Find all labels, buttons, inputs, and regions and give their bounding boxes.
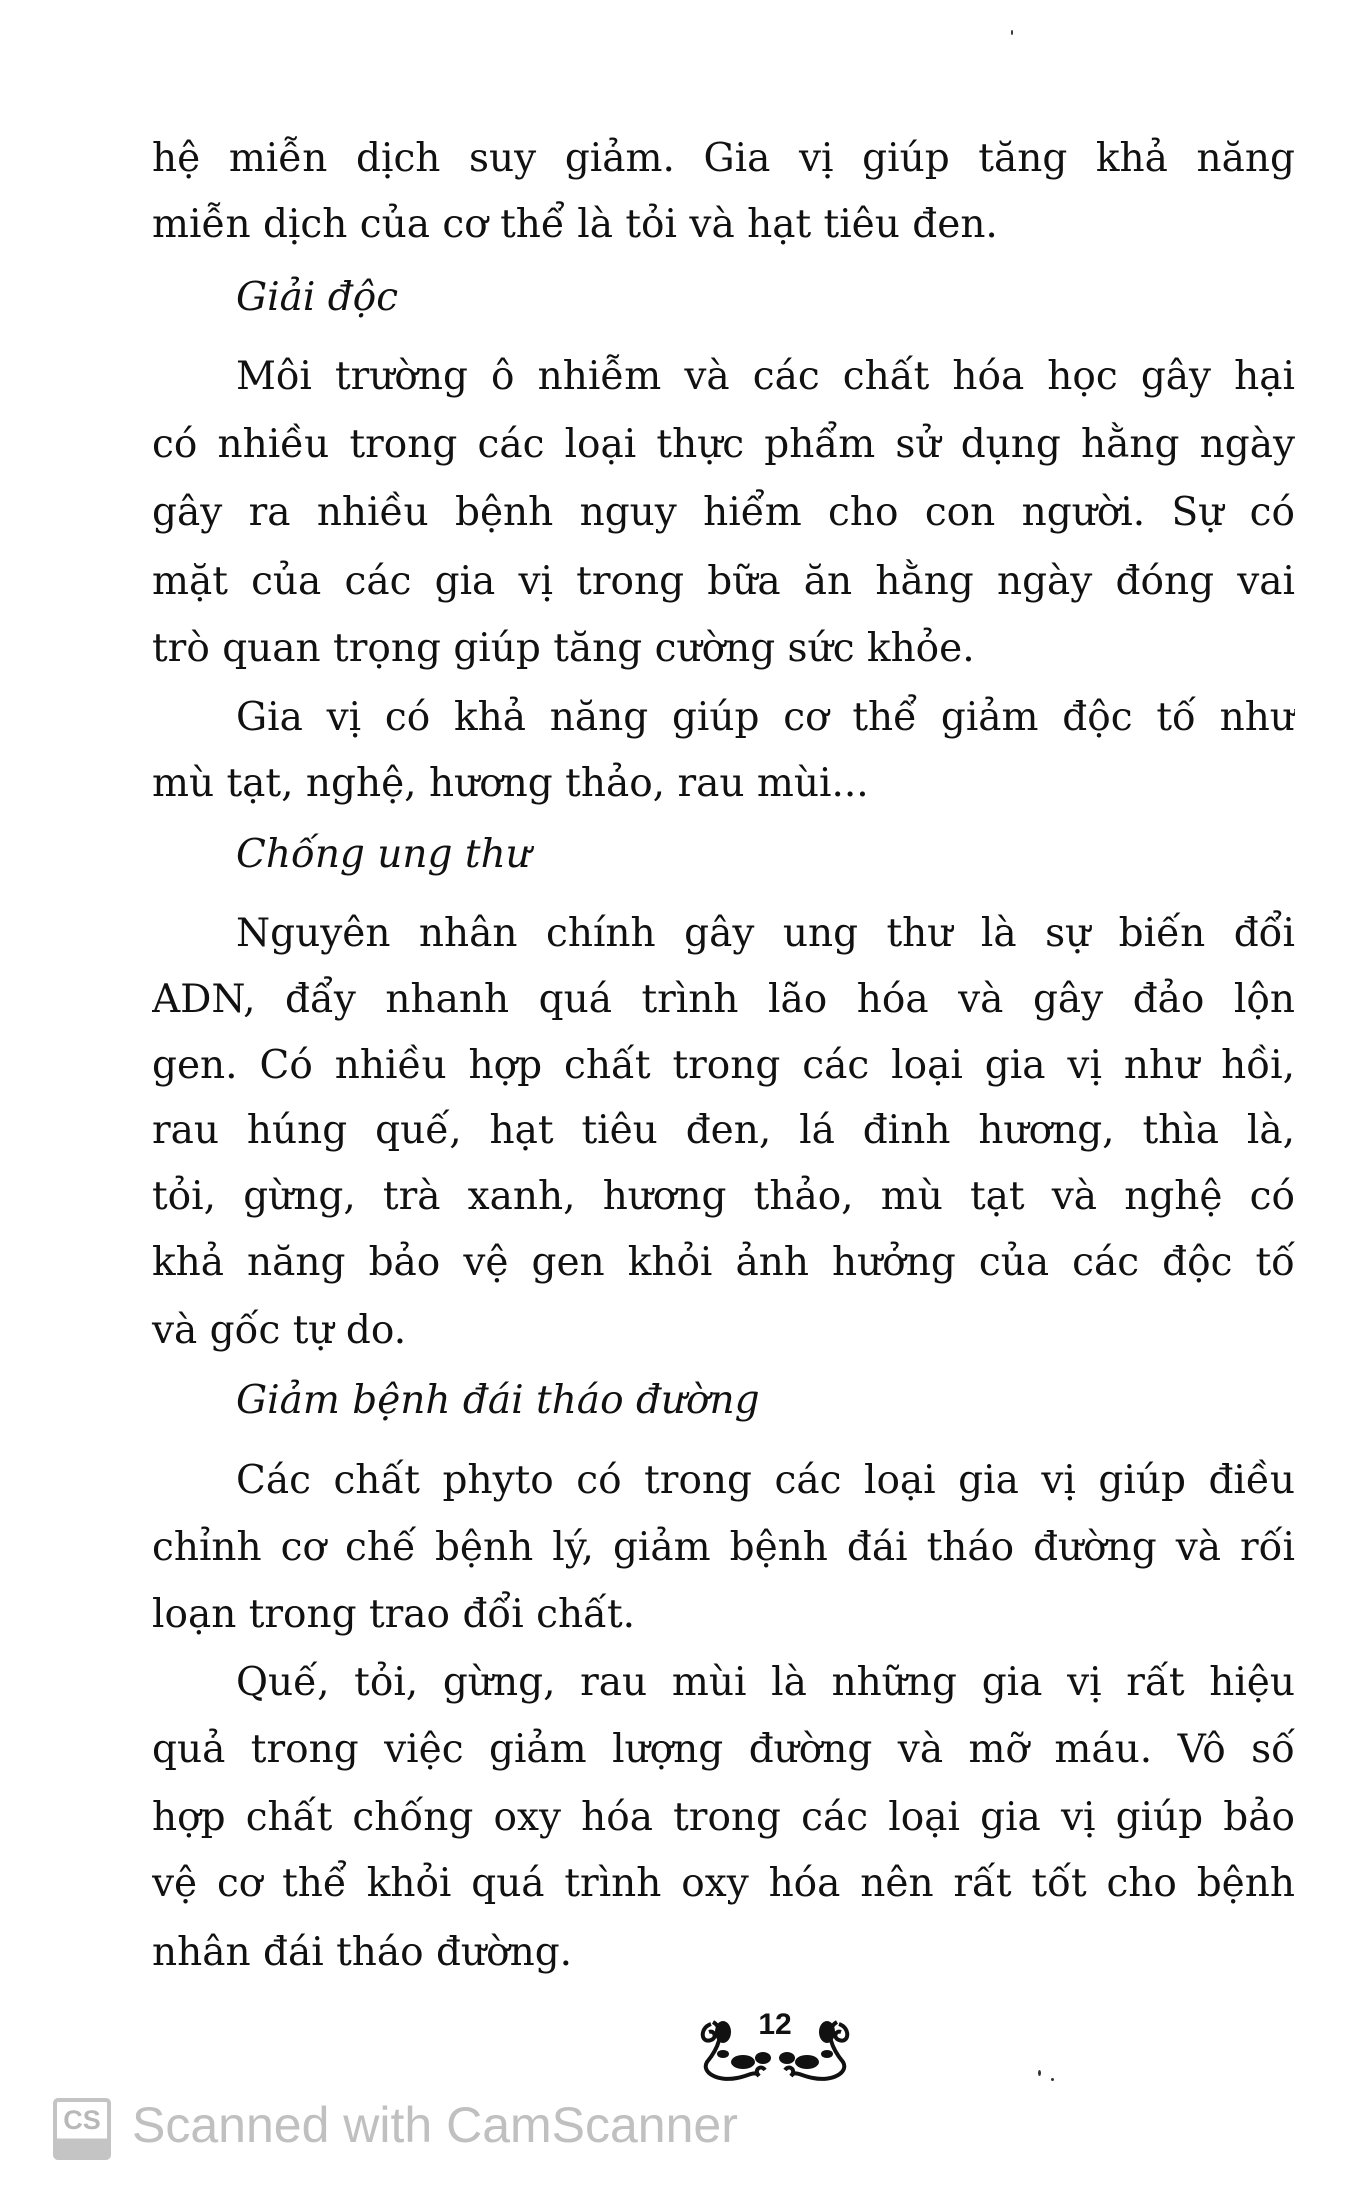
text-line: khả năng bảo vệ gen khỏi ảnh hưởng của các độc tố: [152, 1240, 1295, 1285]
text-line: hợp chất chống oxy hóa trong các loại gia vị giúp bảo: [152, 1795, 1295, 1840]
text-line: vệ cơ thể khỏi quá trình oxy hóa nên rất tốt cho bệnh: [152, 1861, 1295, 1906]
text-line: hệ miễn dịch suy giảm. Gia vị giúp tăng khả năng: [152, 136, 1295, 181]
text-line: mặt của các gia vị trong bữa ăn hằng ngày đóng vai: [152, 559, 1295, 604]
text-line: miễn dịch của cơ thể là tỏi và hạt tiêu đen.: [152, 202, 998, 247]
text-line: tỏi, gừng, trà xanh, hương thảo, mù tạt và nghệ có: [152, 1174, 1295, 1219]
text-line: Gia vị có khả năng giúp cơ thể giảm độc tố như: [236, 695, 1295, 740]
camscanner-logo: [53, 2098, 111, 2160]
text-line: mù tạt, nghệ, hương thảo, rau mùi...: [152, 761, 869, 806]
text-line: quả trong việc giảm lượng đường và mỡ máu. Vô số: [152, 1727, 1295, 1772]
text-line: nhân đái tháo đường.: [152, 1930, 573, 1975]
text-line: trò quan trọng giúp tăng cường sức khỏe.: [152, 626, 975, 671]
section-heading: Giảm bệnh đái tháo đường: [236, 1378, 760, 1423]
camscanner-logo-text: CS: [63, 2105, 101, 2135]
text-line: loạn trong trao đổi chất.: [152, 1592, 636, 1637]
text-line: Các chất phyto có trong các loại gia vị giúp điều: [236, 1458, 1295, 1503]
text-line: Quế, tỏi, gừng, rau mùi là những gia vị rất hiệu: [236, 1660, 1295, 1705]
scan-speck: [1038, 2070, 1041, 2076]
scan-speck: [1051, 2078, 1054, 2081]
scan-speck: [1011, 30, 1013, 35]
text-line: gen. Có nhiều hợp chất trong các loại gia vị như hồi,: [152, 1043, 1295, 1088]
text-line: Nguyên nhân chính gây ung thư là sự biến đổi: [236, 911, 1295, 956]
text-line: chỉnh cơ chế bệnh lý, giảm bệnh đái tháo đường và rối: [152, 1525, 1295, 1570]
text-line: rau húng quế, hạt tiêu đen, lá đinh hương, thìa là,: [152, 1108, 1295, 1153]
camscanner-watermark: Scanned with CamScanner: [132, 2097, 738, 2153]
text-line: gây ra nhiều bệnh nguy hiểm cho con người. Sự có: [152, 490, 1295, 535]
text-line: có nhiều trong các loại thực phẩm sử dụng hằng ngày: [152, 422, 1295, 467]
section-heading: Giải độc: [236, 275, 399, 320]
text-line: Môi trường ô nhiễm và các chất hóa học gây hại: [236, 354, 1295, 399]
text-line: ADN, đẩy nhanh quá trình lão hóa và gây đảo lộn: [152, 977, 1295, 1022]
text-line: và gốc tự do.: [152, 1308, 407, 1353]
page-number: 12: [758, 2008, 792, 2041]
section-heading: Chống ung thư: [236, 832, 531, 877]
